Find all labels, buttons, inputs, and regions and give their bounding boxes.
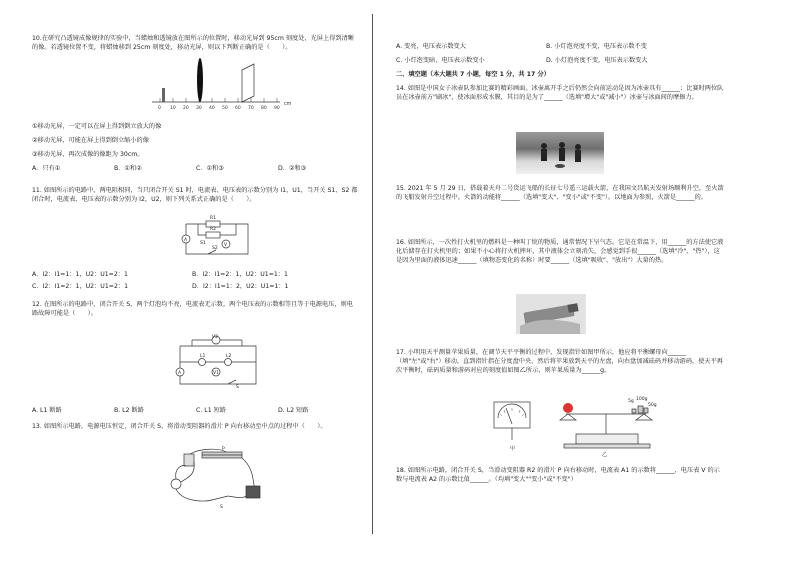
label-a: A — [184, 238, 188, 243]
label-s: S — [236, 385, 239, 390]
q10-statement-3: ③移动光屏，再次成像的像距为 30cm。 — [32, 151, 144, 158]
label-jia: 甲 — [510, 446, 516, 452]
svg-text:30: 30 — [196, 106, 202, 111]
circuit-figure-q12 — [172, 332, 268, 390]
q10-statement-2: ②移动光屏，可能在屏上得到倒立缩小的像 — [32, 137, 149, 144]
question-15-text: 15. 2021 年 5 月 29 日，搭载着天舟二号货运飞船的长征七号遥三运载火箭，在我国文昌航天发射场顺利升空，至火箭的飞船发射升空过程中，火箭的动能将______（选填"变大"、"变小"或"不变"）。以地面为参照，火箭是______的。 — [396, 185, 724, 201]
label-w50: 50g — [648, 403, 657, 408]
question-12-text: 12. 在图所示的电路中，闭合开关 S，两个灯泡均不亮，电流表无示数，两个电压表的示数相等且等于电源电压，则电路故障可能是（ ）。 — [32, 301, 353, 317]
column-divider — [372, 14, 373, 534]
label-r2: R2 — [210, 227, 216, 232]
q13-option-a: A. 变亮，电压表示数变大 — [396, 43, 466, 50]
svg-text:80: 80 — [261, 106, 267, 111]
svg-text:70: 70 — [248, 106, 254, 111]
label-a: A — [178, 371, 182, 376]
svg-text:20: 20 — [183, 106, 189, 111]
q13-option-c: C. 小灯泡变暗，电压表示数变小 — [396, 57, 485, 64]
q10-option-c: C．①和③ — [196, 165, 224, 172]
q11-option-d: D．I2：I1=1：2，U2：U1=1：1 — [192, 283, 289, 290]
label-s1: S1 — [200, 241, 206, 246]
q10-statement-1: ①移动光屏，一定可以在屏上得到倒立放大的像 — [32, 123, 162, 130]
q13-option-d: D. 小灯泡亮度不变，电压表示数变大 — [546, 57, 648, 64]
q10-option-a: A．只有① — [32, 165, 61, 172]
balance-figure — [476, 394, 676, 458]
section-2-heading: 二、填空题（本大题共 7 小题，每空 1 分，共 17 分） — [396, 71, 550, 78]
question-18-text: 18. 如图所示电路，闭合开关 S，当滑动变阻器 R2 的滑片 P 向右移动时，电流表 A1 的示数将______，电压表 V 的示数与电流表 A2 的示数比值______。（均填"变大""变小"或"不变"） — [396, 467, 720, 483]
svg-text:0: 0 — [158, 106, 161, 111]
q11-option-b: B．I2：I1=2：1，U2：U1=1：1 — [192, 271, 288, 278]
question-16-text: 16. 如图所示，一次性打火机里的燃料是一种叫丁烷的物质，通常情况下呈气态。它是在常温下，用______的方法使它液化后储存在打火机里的；如果不小心将打火机摔坏，其中液体会立刻消失，会感觉到手很______（选填"冷"、"热"），这是因为里面的液体迅速______（填物态变化的名称）时要______（选填"吸收"、"放出"）大量的热。 — [396, 239, 724, 264]
circuit-figure-q11 — [178, 214, 258, 260]
label-p: P — [222, 447, 225, 452]
question-13-text: 13. 如图所示电路，电源电压恒定，闭合开关 S，将滑动变阻器的滑片 P 向右移动至中点的过程中（ ）。 — [32, 423, 327, 430]
q12-option-b: B. L2 断路 — [114, 407, 144, 414]
label-v1: V1 — [213, 371, 219, 376]
q13-option-b: B. 小灯泡亮度不变，电压表示数不变 — [546, 43, 647, 50]
question-17-text: 17. 小明用天平测量苹果质量，在调节天平平衡的过程中，发现指针如图甲所示，他应将平衡螺母向______（填"左"或"右"）移动，直到指针指在分度盘中央。然后将苹果放到天平的左盘，向右盘加减砝码并移动游码，使天平再次平衡时，砝码质量和游码对应的刻度值如图乙所示，则苹果质量为______g。 — [396, 349, 723, 374]
label-w5: 5g — [628, 399, 634, 404]
label-l1: L1 — [200, 354, 206, 359]
label-s2: S2 — [212, 246, 218, 251]
question-14-text: 14. 如图是中国女子冰壶队参加比赛的精彩画面。冰壶离开手之后仍然会向前运动是因为冰壶具有______；比赛时两位队员在冰壶前方"刷冰"，使冰面形成水膜，其目的是为了______（选填"增大"或"减小"）冰壶与冰面间的摩擦力。 — [396, 85, 724, 101]
q10-option-b: B．①和② — [114, 165, 142, 172]
ruler-unit: cm — [284, 102, 292, 107]
label-l2: L2 — [226, 354, 232, 359]
label-v2: V2 — [212, 335, 218, 340]
svg-text:60: 60 — [235, 106, 241, 111]
label-s: S — [220, 505, 223, 510]
label-v: V — [224, 243, 228, 248]
curling-photo — [516, 132, 604, 174]
circuit-figure-q13 — [160, 446, 270, 512]
svg-text:10: 10 — [170, 106, 176, 111]
svg-text:50: 50 — [222, 106, 228, 111]
lens-ruler-figure — [150, 50, 310, 120]
q11-option-c: C．I2：I1=2：1，U2：U1=2：1 — [32, 283, 129, 290]
lighter-photo — [516, 294, 586, 334]
question-10-text: 10.在研究凸透镜成像规律的实验中，当蜡烛和透镜放在图所示的位置时，移动光屏到 95cm 刻度处，光屏上得到清晰的像。若透镜位置不变，将蜡烛移到 25cm 刻度处，移动光屏，则以下判断正确的是（ ）。 — [32, 35, 354, 51]
svg-text:40: 40 — [209, 106, 215, 111]
q10-option-d: D．②和③ — [278, 165, 307, 172]
svg-text:90: 90 — [274, 106, 280, 111]
label-w100: 100g — [636, 397, 648, 402]
q12-option-c: C. L1 短路 — [196, 407, 226, 414]
q12-option-d: D. L2 短路 — [278, 407, 309, 414]
question-11-text: 11. 如图所示的电路中，两电阻相同，当只闭合开关 S1 时，电流表、电压表的示数分别为 I1，U1，当开关 S1、S2 都闭合时，电流表、电压表的示数分别为 I2，U2，则下列关系式正确的是（ ）。 — [32, 187, 358, 203]
q12-option-a: A. L1 断路 — [32, 407, 62, 414]
label-yi: 乙 — [602, 452, 608, 458]
q11-option-a: A．I2：I1=1：1，U2：U1=2：1 — [32, 271, 128, 278]
label-r1: R1 — [210, 216, 216, 221]
